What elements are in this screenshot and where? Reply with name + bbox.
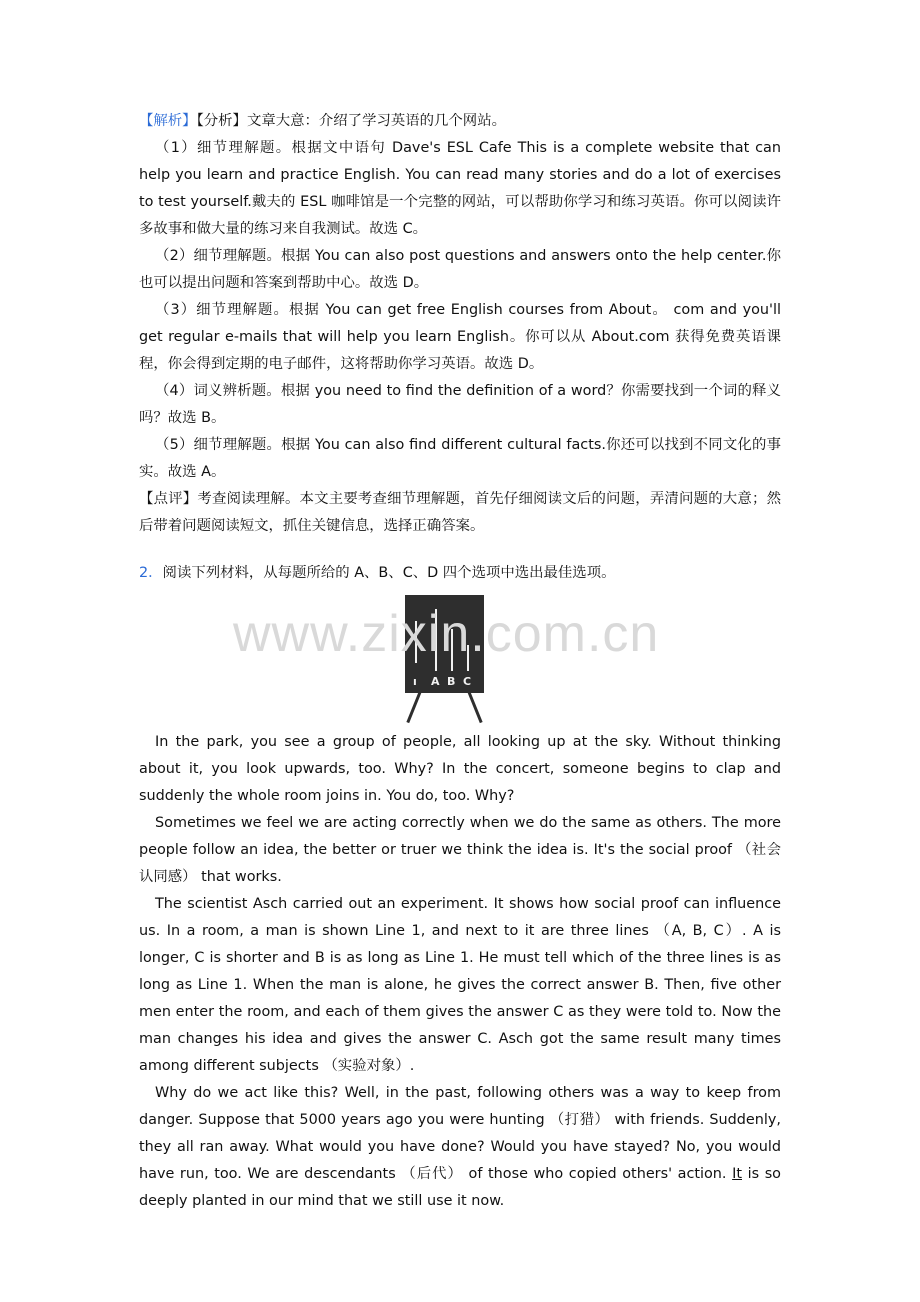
analysis-item-5: （5）细节理解题。根据 You can also find different cultural facts.你还可以找到不同文化的事实。故选 A。: [139, 437, 781, 480]
question-instruction: 阅读下列材料，从每题所给的 A、B、C、D 四个选项中选出最佳选项。: [162, 565, 616, 581]
line-b: [451, 629, 453, 671]
easel-leg-right: [467, 690, 483, 723]
analysis-item-2: （2）细节理解题。根据 You can also post questions and answers onto the help center.你也可以提出问题和答案到帮助中心。故选 D。: [139, 248, 781, 291]
question-number: 2．: [139, 565, 163, 581]
figure-board: [405, 595, 484, 693]
lines-figure: [405, 595, 484, 723]
analysis-item-1: （1）细节理解题。根据文中语句 Dave's ESL Cafe This is a complete website that can help you learn and practice English. You can read many stories and do a lot of exercises to test yourself.戴夫的 ESL 咖啡馆是一个完整的网站，可以帮助你学习和练习英语。你可以阅读许多故事和做大量的练习来自我测试。故选 C。: [139, 140, 781, 237]
document-page: [139, 108, 781, 1215]
passage-paragraph-2: Sometimes we feel we are acting correctly when we do the same as others. The more people follow an idea, the better or truer we think the idea is. It's the social proof （社会认同感） that works.: [139, 815, 781, 885]
label-line-1: ı: [413, 675, 417, 688]
watermark: www.zixin.com.cn: [233, 605, 660, 663]
line-a: [435, 609, 437, 671]
analysis-tag: 【解析】: [139, 113, 197, 129]
passage-paragraph-1: In the park, you see a group of people, all looking up at the sky. Without thinking about it, you look upwards, too. Why? In the concert, someone begins to clap and suddenly the whole room joins in. You do, too. Why?: [139, 734, 781, 804]
label-b: B: [447, 675, 456, 688]
analysis-item-3: （3）细节理解题。根据 You can get free English courses from About。 com and you'll get regular e-mails that will help you learn English。你可以从 About.com 获得免费英语课程，你会得到定期的电子邮件，这将帮助你学习英语。故选 D。: [139, 302, 781, 372]
passage-paragraph-4: Why do we act like this? Well, in the past, following others was a way to keep from danger. Suppose that 5000 years ago you were hunting （打猎） with friends. Suddenly, they all ran away. What would you have done? Would you have stayed? No, you would have run, too. We are descendants （后代） of those who copied others' action. It is so deeply planted in our mind that we still use it now.: [139, 1085, 781, 1209]
analysis-comment: 【点评】考查阅读理解。本文主要考查细节理解题，首先仔细阅读文后的问题，弄清问题的大意；然后带着问题阅读短文，抓住关键信息，选择正确答案。: [139, 491, 781, 534]
question-heading: [139, 560, 781, 587]
label-a: A: [431, 675, 440, 688]
line-1: [415, 621, 417, 663]
analysis-item-4: （4）词义辨析题。根据 you need to find the definition of a word？你需要找到一个词的释义吗？故选 B。: [139, 383, 781, 426]
passage-paragraph-3: The scientist Asch carried out an experiment. It shows how social proof can influence us. In a room, a man is shown Line 1, and next to it are three lines （A, B, C）. A is longer, C is shorter and B is as long as Line 1. He must tell which of the three lines is as long as Line 1. When the man is alone, he gives the correct answer B. Then, five other men enter the room, and each of them gives the answer C as they were told to. Now the man changes his idea and gives the answer C. Asch got the same result many times among different subjects （实验对象）.: [139, 896, 781, 1074]
line-c: [467, 645, 469, 671]
label-c: C: [463, 675, 472, 688]
analysis-intro: 【解析】【分析】文章大意：介绍了学习英语的几个网站。: [139, 113, 506, 129]
easel-leg-left: [406, 690, 422, 723]
underlined-it: It: [732, 1166, 742, 1182]
